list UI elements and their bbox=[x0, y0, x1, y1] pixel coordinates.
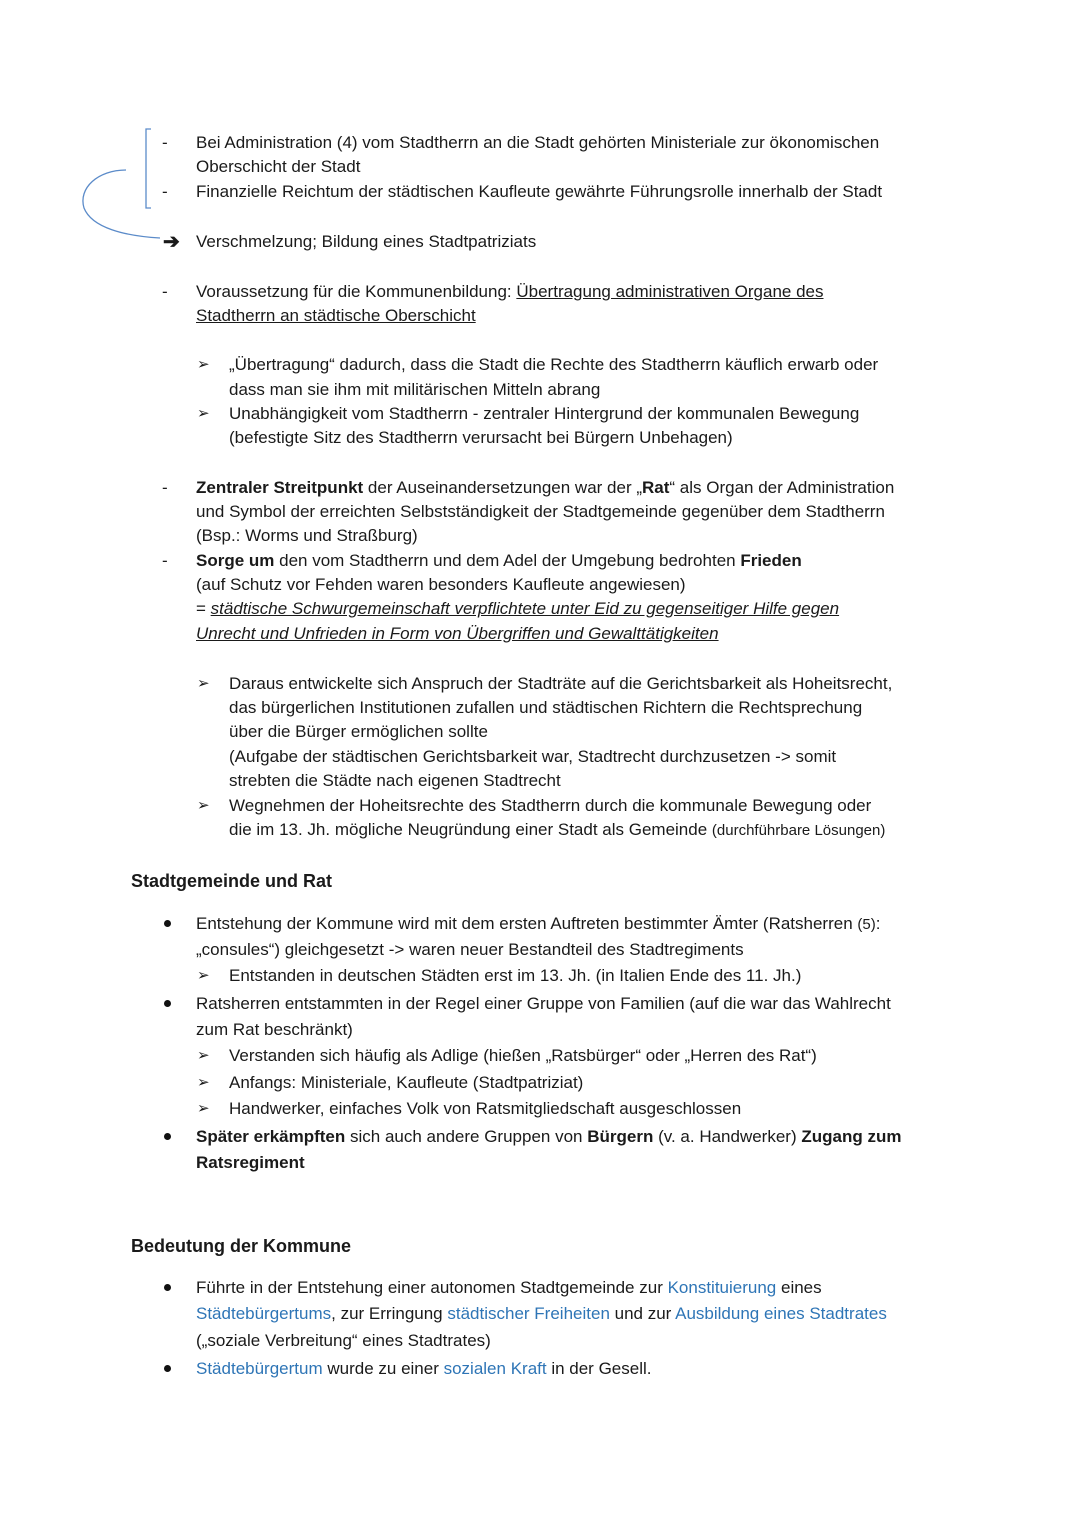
text-line: Führte in der Entstehung einer autonomen Stadtgemeinde zur Konstituierung eines bbox=[196, 1278, 822, 1297]
text-line: „consules“) gleichgesetzt -> waren neuer Bestandteil des Stadtregiments bbox=[196, 940, 744, 959]
dash-bullet: - bbox=[162, 182, 168, 201]
arrowhead-bullet-icon: ➢ bbox=[197, 967, 210, 984]
text-line: strebten die Städte nach eigenen Stadtrecht bbox=[229, 771, 561, 790]
text-line: Unabhängigkeit vom Stadtherrn - zentraler Hintergrund der kommunalen Bewegung bbox=[229, 404, 860, 423]
text-line: Zentraler Streitpunkt der Auseinandersetzungen war der „Rat“ als Organ der Administration bbox=[196, 478, 895, 497]
text-line: Später erkämpften sich auch andere Gruppen von Bürgern (v. a. Handwerker) Zugang zum bbox=[196, 1127, 902, 1146]
text-line: Voraussetzung für die Kommunenbildung: Übertragung administrativen Organe des bbox=[196, 282, 824, 301]
text-line: Stadtherrn an städtische Oberschicht bbox=[196, 306, 476, 325]
text-line: Entstehung der Kommune wird mit dem ersten Auftreten bestimmter Ämter (Ratsherren (5): bbox=[196, 914, 881, 933]
text-line: (Aufgabe der städtischen Gerichtsbarkeit war, Stadtrecht durchzusetzen -> somit bbox=[229, 747, 837, 766]
section-heading: Bedeutung der Kommune bbox=[131, 1236, 352, 1256]
text-line: Wegnehmen der Hoheitsrechte des Stadtherrn durch die kommunale Bewegung oder bbox=[229, 796, 872, 815]
arrowhead-bullet-icon: ➢ bbox=[197, 1074, 210, 1091]
dot-bullet bbox=[164, 1284, 171, 1291]
text-line: Entstanden in deutschen Städten erst im 13. Jh. (in Italien Ende des 11. Jh.) bbox=[229, 966, 802, 985]
text-line: Ratsregiment bbox=[196, 1153, 305, 1172]
text-line: die im 13. Jh. mögliche Neugründung einer Stadt als Gemeinde (durchführbare Lösungen) bbox=[229, 820, 886, 839]
text-line: Bei Administration (4) vom Stadtherrn an die Stadt gehörten Ministeriale zur ökonomischen bbox=[196, 133, 880, 152]
text-line: Ratsherren entstammten in der Regel einer Gruppe von Familien (auf die war das Wahlrecht bbox=[196, 994, 891, 1013]
text-line: (befestigte Sitz des Stadtherrn verursacht bei Bürgern Unbehagen) bbox=[229, 428, 733, 447]
text-line: (auf Schutz vor Fehden waren besonders Kaufleute angewiesen) bbox=[196, 575, 686, 594]
text-line: Städtebürgertums, zur Erringung städtischer Freiheiten und zur Ausbildung eines Stadtrates bbox=[196, 1304, 887, 1323]
dash-bullet: - bbox=[162, 478, 168, 497]
dot-bullet bbox=[164, 1365, 171, 1372]
text-line: Finanzielle Reichtum der städtischen Kaufleute gewährte Führungsrolle innerhalb der Stadt bbox=[196, 182, 883, 201]
text-line: und Symbol der erreichten Selbstständigkeit der Stadtgemeinde gegenüber dem Stadtherrn bbox=[196, 502, 885, 521]
section-heading: Stadtgemeinde und Rat bbox=[131, 871, 333, 891]
text-line: Unrecht und Unfrieden in Form von Übergriffen und Gewalttätigkeiten bbox=[196, 624, 719, 643]
text-line: das bürgerlichen Institutionen zufallen und städtischen Richtern die Rechtsprechung bbox=[229, 698, 863, 717]
arrowhead-bullet-icon: ➢ bbox=[197, 405, 210, 422]
text-line: zum Rat beschränkt) bbox=[196, 1020, 353, 1039]
text-line: Handwerker, einfaches Volk von Ratsmitgliedschaft ausgeschlossen bbox=[229, 1099, 742, 1118]
text-line: Städtebürgertum wurde zu einer sozialen Kraft in der Gesell. bbox=[196, 1359, 652, 1378]
dot-bullet bbox=[164, 920, 171, 927]
dash-bullet: - bbox=[162, 133, 168, 152]
text-line: (Bsp.: Worms und Straßburg) bbox=[196, 526, 418, 545]
dash-bullet: - bbox=[162, 282, 168, 301]
conclusion-line: Verschmelzung; Bildung eines Stadtpatriziats bbox=[196, 232, 537, 251]
text-line: Sorge um den vom Stadtherrn und dem Adel der Umgebung bedrohten Frieden bbox=[196, 551, 802, 570]
arrowhead-bullet-icon: ➢ bbox=[197, 356, 210, 373]
text-line: über die Bürger ermöglichen sollte bbox=[229, 722, 488, 741]
text-line: Oberschicht der Stadt bbox=[196, 157, 361, 176]
text-line: = städtische Schwurgemeinschaft verpflichtete unter Eid zu gegenseitiger Hilfe gegen bbox=[196, 599, 840, 618]
text-line: Verstanden sich häufig als Adlige (hießen „Ratsbürger“ oder „Herren des Rat“) bbox=[229, 1046, 817, 1065]
text-line: Anfangs: Ministeriale, Kaufleute (Stadtpatriziat) bbox=[229, 1073, 584, 1092]
text-line: („soziale Verbreitung“ eines Stadtrates) bbox=[196, 1331, 491, 1350]
dot-bullet bbox=[164, 1133, 171, 1140]
arrowhead-bullet-icon: ➢ bbox=[197, 675, 210, 692]
arrowhead-bullet-icon: ➢ bbox=[197, 1047, 210, 1064]
dot-bullet bbox=[164, 1000, 171, 1007]
text-line: Daraus entwickelte sich Anspruch der Stadträte auf die Gerichtsbarkeit als Hoheitsrecht, bbox=[229, 674, 893, 693]
text-line: „Übertragung“ dadurch, dass die Stadt die Rechte des Stadtherrn käuflich erwarb oder bbox=[229, 355, 879, 374]
right-arrow-icon: ➔ bbox=[163, 231, 180, 253]
text-line: dass man sie ihm mit militärischen Mitteln abrang bbox=[229, 380, 601, 399]
bracket-connector bbox=[0, 0, 200, 260]
dash-bullet: - bbox=[162, 551, 168, 570]
arrowhead-bullet-icon: ➢ bbox=[197, 1100, 210, 1117]
arrowhead-bullet-icon: ➢ bbox=[197, 797, 210, 814]
